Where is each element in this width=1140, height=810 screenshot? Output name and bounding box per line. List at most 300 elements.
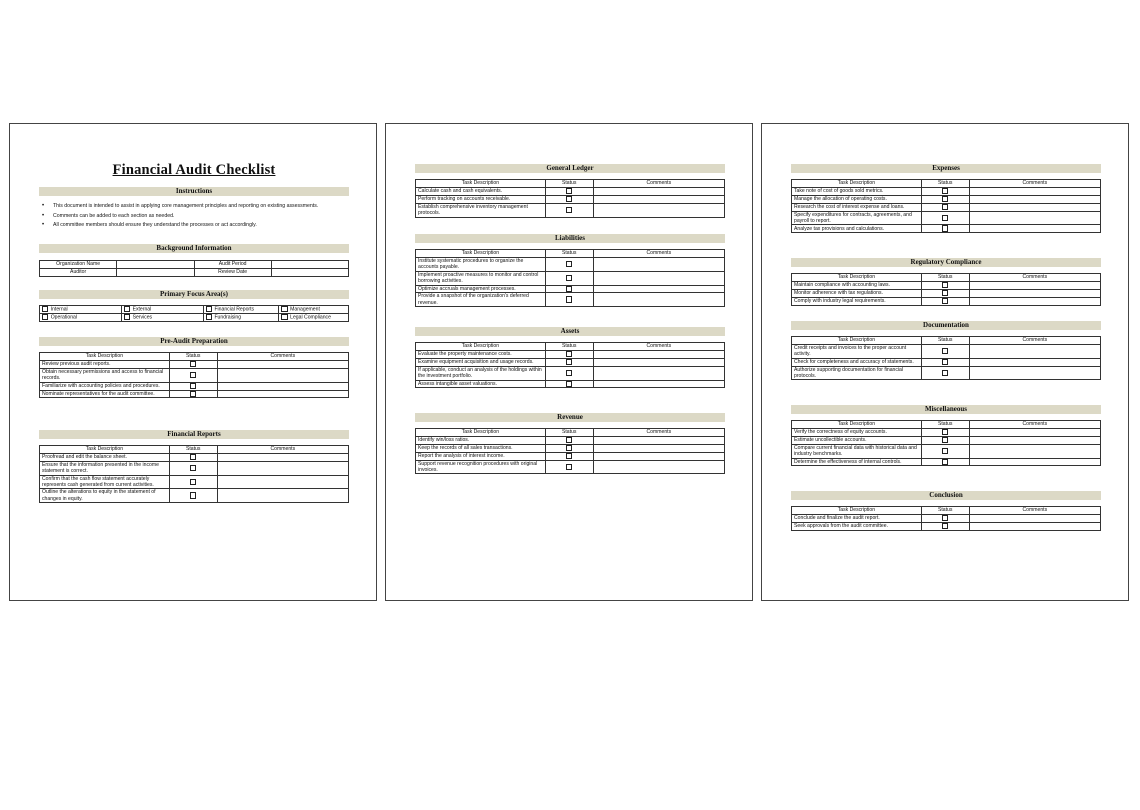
- section-heading: Conclusion: [791, 491, 1101, 500]
- task-description: Specify expenditures for contracts, agreements, and payroll to report.: [792, 211, 922, 225]
- task-description: Familiarize with accounting policies and procedures.: [40, 382, 170, 390]
- status-column-header: Status: [545, 180, 593, 188]
- status-column-header: Status: [921, 180, 969, 188]
- status-column-header: Status: [921, 274, 969, 282]
- task-description: Compare current financial data with historical data and industry benchmarks.: [792, 444, 922, 458]
- status-cell: [921, 195, 969, 203]
- comments-cell[interactable]: [217, 361, 348, 369]
- status-column-header: Status: [921, 421, 969, 429]
- status-cell: [169, 382, 217, 390]
- status-checkbox[interactable]: [566, 196, 572, 202]
- status-cell: [545, 285, 593, 293]
- table-row: [416, 293, 725, 307]
- comments-cell[interactable]: [217, 461, 348, 475]
- comments-cell[interactable]: [593, 203, 724, 217]
- task-description: Nominate representatives for the audit committee.: [40, 390, 170, 398]
- status-cell: [545, 258, 593, 272]
- status-checkbox[interactable]: [942, 215, 948, 221]
- status-cell: [921, 522, 969, 530]
- task-description: Perform tracking on accounts receivable.: [416, 195, 546, 203]
- background-heading: Background Information: [39, 244, 349, 253]
- table-row: [792, 515, 1101, 523]
- status-checkbox[interactable]: [942, 196, 948, 202]
- comments-cell[interactable]: [969, 358, 1100, 366]
- status-column-header: Status: [169, 446, 217, 454]
- status-checkbox[interactable]: [942, 448, 948, 454]
- table-header-row: [40, 353, 349, 361]
- task-description: Authorize supporting documentation for financial protocols.: [792, 366, 922, 380]
- assets-table: [415, 342, 725, 388]
- document-page-3: [761, 123, 1129, 601]
- status-cell: [169, 368, 217, 382]
- comments-column-header: Comments: [969, 274, 1100, 282]
- table-row: [416, 271, 725, 285]
- status-cell: [921, 282, 969, 290]
- task-column-header: Task Description: [792, 180, 922, 188]
- status-cell: [169, 361, 217, 369]
- task-description: Optimize accruals management processes.: [416, 285, 546, 293]
- status-checkbox[interactable]: [566, 437, 572, 443]
- table-header-row: [416, 429, 725, 437]
- instructions-list: [39, 203, 349, 232]
- comments-cell[interactable]: [969, 444, 1100, 458]
- comments-cell[interactable]: [969, 289, 1100, 297]
- instruction-item: • This document is intended to assist in applying core management principles and reporting on existing assessments.: [42, 203, 319, 209]
- task-description: Credit receipts and invoices to the proper account activity.: [792, 345, 922, 359]
- status-cell: [169, 461, 217, 475]
- table-header-row: [416, 343, 725, 351]
- status-checkbox[interactable]: [566, 453, 572, 459]
- status-checkbox[interactable]: [942, 290, 948, 296]
- task-column-header: Task Description: [40, 353, 170, 361]
- section-heading: Miscellaneous: [791, 405, 1101, 414]
- section-heading: Regulatory Compliance: [791, 258, 1101, 267]
- status-checkbox[interactable]: [566, 296, 572, 302]
- table-row: [792, 436, 1101, 444]
- task-column-header: Task Description: [792, 274, 922, 282]
- table-row: [40, 390, 349, 398]
- comments-column-header: Comments: [217, 353, 348, 361]
- table-row: [792, 366, 1101, 380]
- task-column-header: Task Description: [792, 421, 922, 429]
- task-description: Provide a snapshot of the organization's deferred revenue.: [416, 293, 546, 307]
- table-row: [416, 460, 725, 474]
- table-row: [40, 475, 349, 489]
- status-checkbox[interactable]: [566, 351, 572, 357]
- status-checkbox[interactable]: [566, 359, 572, 365]
- task-column-header: Task Description: [40, 446, 170, 454]
- status-checkbox[interactable]: [942, 437, 948, 443]
- status-cell: [921, 225, 969, 233]
- background-table: [39, 260, 349, 277]
- comments-cell[interactable]: [969, 195, 1100, 203]
- checkbox[interactable]: [206, 306, 212, 312]
- bullet-icon: •: [42, 203, 45, 209]
- status-cell: [545, 188, 593, 196]
- liabilities-table: [415, 249, 725, 307]
- status-cell: [169, 454, 217, 462]
- status-checkbox[interactable]: [190, 479, 196, 485]
- table-row: [792, 297, 1101, 305]
- section-heading: Assets: [415, 327, 725, 336]
- table-row: [40, 368, 349, 382]
- miscellaneous-table: [791, 420, 1101, 466]
- status-checkbox[interactable]: [190, 361, 196, 367]
- org-name-label: Organization Name: [40, 261, 117, 269]
- table-row: [792, 444, 1101, 458]
- status-checkbox[interactable]: [190, 454, 196, 460]
- table-row: [416, 195, 725, 203]
- status-cell: [169, 475, 217, 489]
- table-header-row: [40, 446, 349, 454]
- task-description: Seek approvals from the audit committee.: [792, 522, 922, 530]
- status-cell: [169, 390, 217, 398]
- task-description: Analyze tax provisions and calculations.: [792, 225, 922, 233]
- auditor-field[interactable]: [117, 269, 194, 277]
- status-cell: [169, 489, 217, 503]
- task-description: Estimate uncollectible accounts.: [792, 436, 922, 444]
- status-cell: [545, 293, 593, 307]
- comments-cell[interactable]: [969, 522, 1100, 530]
- table-row: [416, 437, 725, 445]
- checkbox[interactable]: [206, 314, 212, 320]
- task-description: Institute systematic procedures to organize the accounts payable.: [416, 258, 546, 272]
- task-description: Identify win/loss ratios.: [416, 437, 546, 445]
- task-description: Evaluate the property maintenance costs.: [416, 351, 546, 359]
- focus-option-external[interactable]: External: [121, 306, 203, 314]
- comments-cell[interactable]: [969, 458, 1100, 466]
- instruction-item: • Comments can be added to each section as needed.: [42, 212, 175, 219]
- table-row: [792, 289, 1101, 297]
- status-checkbox[interactable]: [942, 204, 948, 210]
- table-row: [792, 282, 1101, 290]
- table-header-row: [792, 421, 1101, 429]
- instruction-item: • All committee members should ensure they understand the processes or act accordingly.: [42, 222, 257, 228]
- pre-audit-table: [39, 352, 349, 398]
- table-row: [40, 454, 349, 462]
- task-column-header: Task Description: [792, 337, 922, 345]
- comments-cell[interactable]: [593, 351, 724, 359]
- review-date-field[interactable]: [271, 269, 348, 277]
- section-heading: Documentation: [791, 321, 1101, 330]
- focus-option-financial-reports[interactable]: Financial Reports: [203, 306, 279, 314]
- table-row: [792, 225, 1101, 233]
- task-column-header: Task Description: [416, 343, 546, 351]
- status-checkbox[interactable]: [566, 188, 572, 194]
- comments-column-header: Comments: [969, 507, 1100, 515]
- comments-cell[interactable]: [969, 297, 1100, 305]
- task-description: Keep the records of all sales transactions.: [416, 444, 546, 452]
- instructions-heading: Instructions: [39, 187, 349, 196]
- task-description: If applicable, conduct an analysis of the holdings within the investment portfolio.: [416, 366, 546, 380]
- status-checkbox[interactable]: [190, 383, 196, 389]
- focus-option-legal-compliance[interactable]: Legal Compliance: [279, 314, 349, 322]
- status-column-header: Status: [169, 353, 217, 361]
- status-column-header: Status: [921, 337, 969, 345]
- status-checkbox[interactable]: [190, 372, 196, 378]
- table-row: [792, 522, 1101, 530]
- section-heading: Financial Reports: [39, 430, 349, 439]
- table-row: [416, 444, 725, 452]
- status-cell: [921, 358, 969, 366]
- bullet-icon: •: [42, 222, 45, 228]
- status-checkbox[interactable]: [190, 391, 196, 397]
- audit-period-label: Audit Period: [194, 261, 271, 269]
- comments-cell[interactable]: [969, 436, 1100, 444]
- table-row: [416, 188, 725, 196]
- status-checkbox[interactable]: [566, 207, 572, 213]
- status-checkbox[interactable]: [942, 225, 948, 231]
- comments-cell[interactable]: [593, 195, 724, 203]
- comments-cell[interactable]: [593, 358, 724, 366]
- audit-period-field[interactable]: [271, 261, 348, 269]
- status-cell: [545, 460, 593, 474]
- focus-heading: Primary Focus Area(s): [39, 290, 349, 299]
- comments-cell[interactable]: [593, 285, 724, 293]
- table-header-row: [792, 507, 1101, 515]
- comments-cell[interactable]: [217, 489, 348, 503]
- checkbox[interactable]: [281, 306, 287, 312]
- task-description: Calculate cash and cash equivalents.: [416, 188, 546, 196]
- comments-column-header: Comments: [593, 250, 724, 258]
- document-page-1: [9, 123, 377, 601]
- status-cell: [921, 436, 969, 444]
- section-heading: General Ledger: [415, 164, 725, 173]
- task-description: Monitor adherence with tax regulations.: [792, 289, 922, 297]
- task-description: Report the analysis of interest income.: [416, 452, 546, 460]
- org-name-field[interactable]: [117, 261, 194, 269]
- comments-cell[interactable]: [969, 188, 1100, 196]
- status-cell: [545, 271, 593, 285]
- checkbox[interactable]: [124, 306, 130, 312]
- table-row: [40, 489, 349, 503]
- status-checkbox[interactable]: [942, 429, 948, 435]
- comments-cell[interactable]: [969, 366, 1100, 380]
- table-row: [792, 358, 1101, 366]
- status-cell: [545, 437, 593, 445]
- task-description: Check for completeness and accuracy of statements.: [792, 358, 922, 366]
- status-cell: [921, 444, 969, 458]
- focus-option-services[interactable]: Services: [121, 314, 203, 322]
- comments-column-header: Comments: [593, 429, 724, 437]
- comments-cell[interactable]: [593, 293, 724, 307]
- status-cell: [921, 203, 969, 211]
- status-checkbox[interactable]: [566, 286, 572, 292]
- status-cell: [545, 380, 593, 388]
- task-description: Assess intangible asset valuations.: [416, 380, 546, 388]
- comments-cell[interactable]: [969, 211, 1100, 225]
- status-cell: [921, 345, 969, 359]
- status-checkbox[interactable]: [566, 381, 572, 387]
- status-checkbox[interactable]: [566, 445, 572, 451]
- table-header-row: [792, 180, 1101, 188]
- focus-option-management[interactable]: Management: [279, 306, 349, 314]
- status-checkbox[interactable]: [942, 188, 948, 194]
- checkbox[interactable]: [42, 306, 48, 312]
- status-cell: [921, 515, 969, 523]
- task-description: Conclude and finalize the audit report.: [792, 515, 922, 523]
- comments-column-header: Comments: [969, 421, 1100, 429]
- section-heading: Pre-Audit Preparation: [39, 337, 349, 346]
- table-row: [416, 285, 725, 293]
- section-heading: Revenue: [415, 413, 725, 422]
- status-cell: [545, 366, 593, 380]
- status-cell: [921, 366, 969, 380]
- status-checkbox[interactable]: [942, 459, 948, 465]
- table-header-row: [792, 337, 1101, 345]
- table-row: [416, 351, 725, 359]
- comments-cell[interactable]: [217, 454, 348, 462]
- task-description: Comply with industry legal requirements.: [792, 297, 922, 305]
- status-checkbox[interactable]: [942, 282, 948, 288]
- comments-cell[interactable]: [969, 345, 1100, 359]
- comments-cell[interactable]: [593, 437, 724, 445]
- comments-cell[interactable]: [593, 258, 724, 272]
- table-header-row: [416, 250, 725, 258]
- status-cell: [921, 289, 969, 297]
- comments-cell[interactable]: [969, 225, 1100, 233]
- revenue-table: [415, 428, 725, 474]
- table-row: [416, 366, 725, 380]
- comments-cell[interactable]: [593, 460, 724, 474]
- table-row: [416, 452, 725, 460]
- status-cell: [921, 188, 969, 196]
- table-row: [792, 203, 1101, 211]
- table-row: [792, 345, 1101, 359]
- comments-column-header: Comments: [217, 446, 348, 454]
- regulatory-table: [791, 273, 1101, 306]
- comments-cell[interactable]: [593, 366, 724, 380]
- table-row: [416, 380, 725, 388]
- document-title: Financial Audit Checklist: [112, 162, 276, 178]
- task-description: Maintain compliance with accounting laws.: [792, 282, 922, 290]
- task-description: Manage the allocation of operating costs.: [792, 195, 922, 203]
- financial-reports-table: [39, 445, 349, 503]
- auditor-label: Auditor: [40, 269, 117, 277]
- status-cell: [921, 429, 969, 437]
- task-description: Take note of cost of goods sold metrics.: [792, 188, 922, 196]
- comments-cell[interactable]: [217, 382, 348, 390]
- status-checkbox[interactable]: [942, 298, 948, 304]
- status-cell: [545, 358, 593, 366]
- comments-cell[interactable]: [969, 203, 1100, 211]
- task-description: Review previous audit reports.: [40, 361, 170, 369]
- section-heading: Expenses: [791, 164, 1101, 173]
- focus-option-fundraising[interactable]: Fundraising: [203, 314, 279, 322]
- status-column-header: Status: [545, 429, 593, 437]
- task-column-header: Task Description: [416, 250, 546, 258]
- task-description: Determine the effectiveness of internal controls.: [792, 458, 922, 466]
- status-cell: [545, 351, 593, 359]
- task-description: Ensure that the information presented in the income statement is correct.: [40, 461, 170, 475]
- table-row: [792, 195, 1101, 203]
- table-row: [416, 203, 725, 217]
- comments-cell[interactable]: [217, 368, 348, 382]
- task-description: Support revenue recognition procedures with original invoices.: [416, 460, 546, 474]
- comments-cell[interactable]: [593, 444, 724, 452]
- table-header-row: [792, 274, 1101, 282]
- status-checkbox[interactable]: [942, 523, 948, 529]
- task-column-header: Task Description: [416, 180, 546, 188]
- task-description: Proofread and edit the balance sheet.: [40, 454, 170, 462]
- status-cell: [921, 458, 969, 466]
- status-checkbox[interactable]: [190, 465, 196, 471]
- review-date-label: Review Date: [194, 269, 271, 277]
- comments-cell[interactable]: [593, 380, 724, 388]
- status-cell: [545, 195, 593, 203]
- task-description: Establish comprehensive inventory management protocols.: [416, 203, 546, 217]
- table-row: [792, 458, 1101, 466]
- comments-cell[interactable]: [593, 452, 724, 460]
- table-row: [416, 358, 725, 366]
- status-cell: [921, 211, 969, 225]
- task-column-header: Task Description: [792, 507, 922, 515]
- task-description: Verify the correctness of equity accounts.: [792, 429, 922, 437]
- status-checkbox[interactable]: [942, 370, 948, 376]
- table-header-row: [416, 180, 725, 188]
- status-checkbox[interactable]: [942, 359, 948, 365]
- task-column-header: Task Description: [416, 429, 546, 437]
- bullet-icon: •: [42, 212, 45, 219]
- status-column-header: Status: [921, 507, 969, 515]
- comments-column-header: Comments: [969, 180, 1100, 188]
- status-checkbox[interactable]: [566, 370, 572, 376]
- status-cell: [545, 444, 593, 452]
- comments-column-header: Comments: [593, 180, 724, 188]
- task-description: Confirm that the cash flow statement accurately represents cash generated from current activities.: [40, 475, 170, 489]
- table-row: [40, 361, 349, 369]
- conclusion-table: [791, 506, 1101, 531]
- checkbox[interactable]: [42, 314, 48, 320]
- comments-cell[interactable]: [217, 475, 348, 489]
- status-checkbox[interactable]: [566, 261, 572, 267]
- status-checkbox[interactable]: [942, 348, 948, 354]
- status-checkbox[interactable]: [566, 464, 572, 470]
- comments-column-header: Comments: [969, 337, 1100, 345]
- document-page-2: [385, 123, 753, 601]
- table-row: [792, 429, 1101, 437]
- status-cell: [921, 297, 969, 305]
- status-checkbox[interactable]: [566, 275, 572, 281]
- comments-cell[interactable]: [969, 282, 1100, 290]
- focus-option-operational[interactable]: Operational: [40, 314, 122, 322]
- focus-table: [39, 305, 349, 322]
- checkbox[interactable]: [281, 314, 287, 320]
- task-description: Research the cost of interest expense and loans.: [792, 203, 922, 211]
- task-description: Obtain necessary permissions and access to financial records.: [40, 368, 170, 382]
- comments-cell[interactable]: [593, 188, 724, 196]
- table-row: [792, 211, 1101, 225]
- status-cell: [545, 203, 593, 217]
- comments-cell[interactable]: [593, 271, 724, 285]
- comments-cell[interactable]: [969, 515, 1100, 523]
- status-checkbox[interactable]: [190, 492, 196, 498]
- table-row: [416, 258, 725, 272]
- section-heading: Liabilities: [415, 234, 725, 243]
- task-description: Examine equipment acquisition and usage records.: [416, 358, 546, 366]
- focus-option-internal[interactable]: Internal: [40, 306, 122, 314]
- documentation-table: [791, 336, 1101, 380]
- comments-cell[interactable]: [217, 390, 348, 398]
- checkbox[interactable]: [124, 314, 130, 320]
- table-row: [40, 461, 349, 475]
- table-row: [40, 382, 349, 390]
- general-ledger-table: [415, 179, 725, 218]
- table-row: [792, 188, 1101, 196]
- status-column-header: Status: [545, 250, 593, 258]
- status-checkbox[interactable]: [942, 515, 948, 521]
- comments-cell[interactable]: [969, 429, 1100, 437]
